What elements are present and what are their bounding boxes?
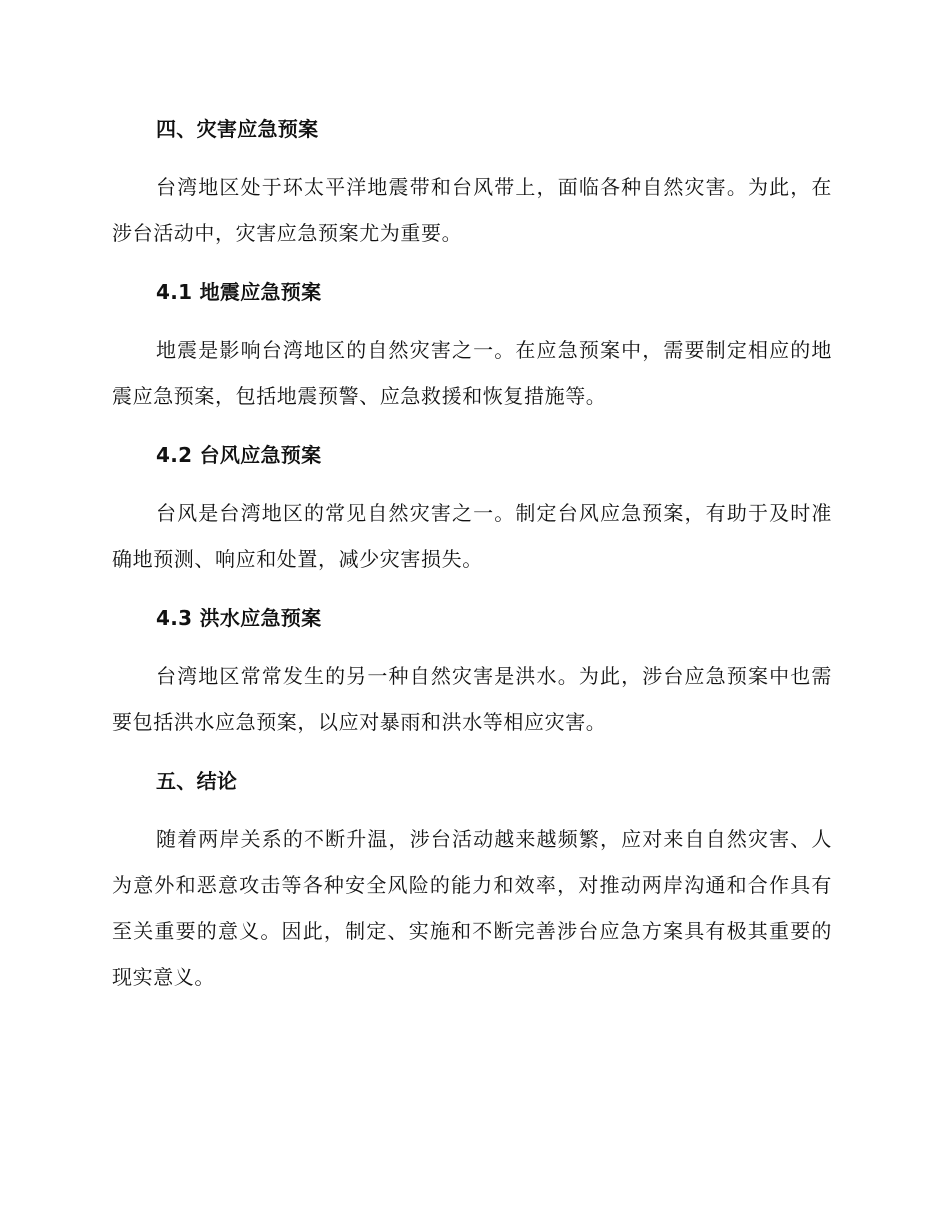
section-paragraph-conclusion: 随着两岸关系的不断升温，涉台活动越来越频繁，应对来自自然灾害、人为意外和恶意攻击等各种安全风险的能力和效率，对推动两岸沟通和合作具有至关重要的意义。因此，制定、实施和不断完善涉台应急方案具有极其重要的现实意义。 <box>112 827 832 989</box>
section-heading-disaster-plan: 四、灾害应急预案 <box>156 117 319 141</box>
section-heading-typhoon-plan: 4.2 台风应急预案 <box>156 443 322 467</box>
section-heading-conclusion: 五、结论 <box>156 769 238 793</box>
section-paragraph-earthquake-plan: 地震是影响台湾地区的自然灾害之一。在应急预案中，需要制定相应的地震应急预案，包括地震预警、应急救援和恢复措施等。 <box>112 338 832 408</box>
section-heading-flood-plan: 4.3 洪水应急预案 <box>156 606 322 630</box>
section-paragraph-flood-plan: 台湾地区常常发生的另一种自然灾害是洪水。为此，涉台应急预案中也需要包括洪水应急预案，以应对暴雨和洪水等相应灾害。 <box>112 664 832 734</box>
section-heading-earthquake-plan: 4.1 地震应急预案 <box>156 280 322 304</box>
section-paragraph-disaster-plan: 台湾地区处于环太平洋地震带和台风带上，面临各种自然灾害。为此，在涉台活动中，灾害应急预案尤为重要。 <box>112 175 832 245</box>
section-paragraph-typhoon-plan: 台风是台湾地区的常见自然灾害之一。制定台风应急预案，有助于及时准确地预测、响应和处置，减少灾害损失。 <box>112 501 832 571</box>
